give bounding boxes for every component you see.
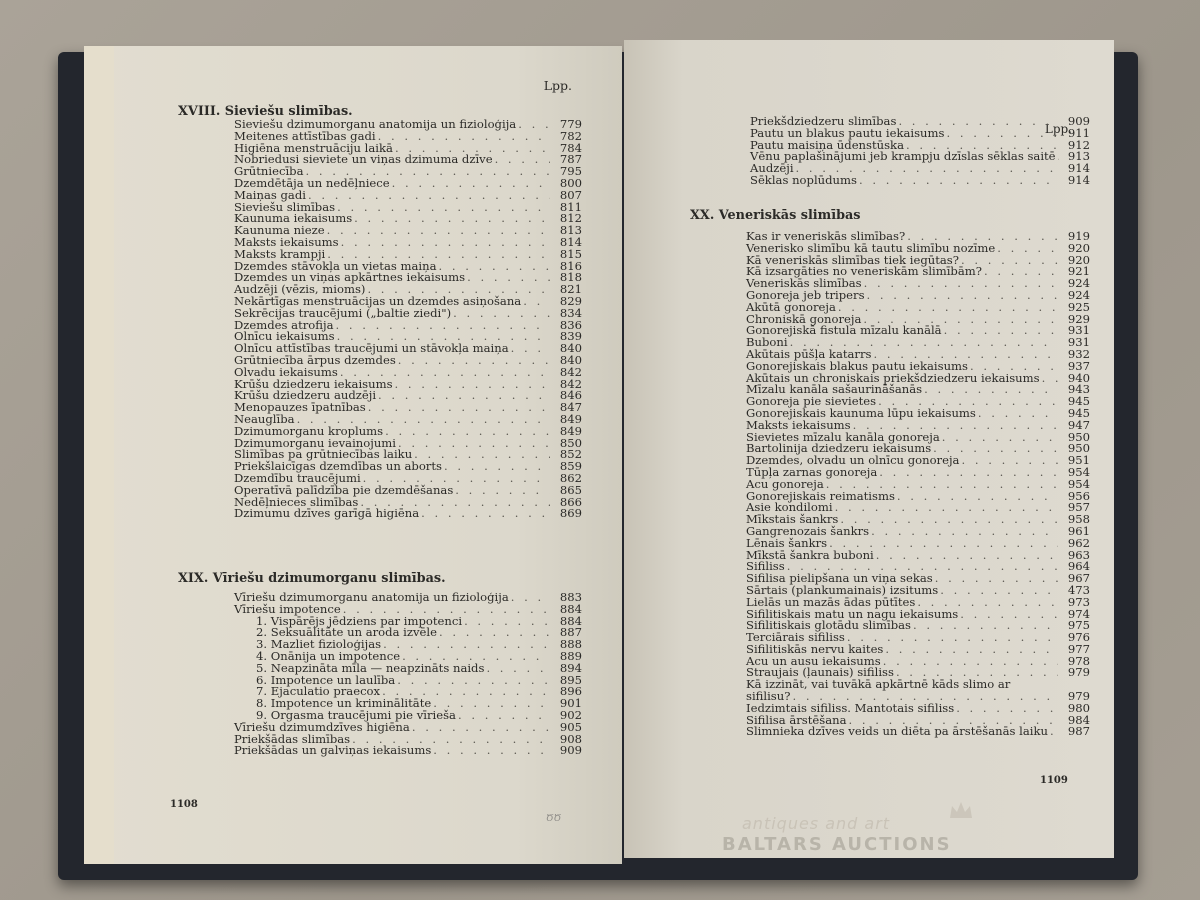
toc-entry xyxy=(746,547,1090,562)
toc-entry-page: 849 xyxy=(559,411,582,426)
toc-entry-page: 957 xyxy=(1067,500,1090,515)
toc-entry-title: Dzemdību traucējumi xyxy=(234,470,361,485)
toc-list-xx xyxy=(746,231,1090,738)
toc-entry-title: Dzemdētāja un nedēļniece xyxy=(234,175,390,190)
right-page xyxy=(624,40,1114,858)
toc-entry-title: Akūtais pūšļa katarrs xyxy=(746,346,872,361)
toc-entry-page: 800 xyxy=(559,175,582,190)
dot-leader xyxy=(984,266,1058,278)
dot-leader xyxy=(960,609,1058,621)
dot-leader xyxy=(337,202,550,214)
dot-leader xyxy=(341,237,550,249)
toc-entry-title: Sieviešu dzimumorganu anatomija un fizioloģija xyxy=(234,117,517,131)
toc-entry-title: Olvadu iekaisums xyxy=(234,364,338,379)
toc-entry-page: 943 xyxy=(1067,382,1090,397)
dot-leader xyxy=(464,616,550,628)
toc-entry-title: Dzimumu dzīves garīgā higiēna xyxy=(234,506,420,521)
toc-entry-page: 829 xyxy=(559,293,582,308)
toc-entry-page: 846 xyxy=(559,388,582,403)
toc-entry-page: 901 xyxy=(559,696,582,711)
toc-entry-page: 963 xyxy=(1067,547,1090,562)
toc-entry-title: 8. Impotence un kriminālitāte xyxy=(256,696,432,711)
dot-leader xyxy=(395,379,550,391)
toc-entry-title: Nobriedusi sieviete un viņas dzimuma dzīve xyxy=(234,152,493,167)
toc-entry-page: 954 xyxy=(1067,476,1090,491)
toc-entry-page: 978 xyxy=(1067,653,1090,668)
toc-entry-page: 973 xyxy=(1067,594,1090,609)
toc-entry-page: 908 xyxy=(559,731,582,746)
toc-entry-title: Sifilitiskās nervu kaites xyxy=(746,641,884,656)
toc-entry-title: Kā veneriskās slimības tiek iegūtas? xyxy=(746,252,959,267)
dot-leader xyxy=(486,663,550,675)
section-heading-xix: XIX. Vīriešu dzimumorganu slimības. xyxy=(178,571,446,586)
toc-entry-title: Kā izsargāties no veneriskām slimībām? xyxy=(746,264,982,279)
toc-entry-page: 940 xyxy=(1067,370,1090,385)
toc-entry-page: 914 xyxy=(1067,172,1090,187)
paper-strip xyxy=(84,46,114,864)
dot-leader xyxy=(378,131,550,143)
toc-entry-page: 929 xyxy=(1067,311,1090,326)
toc-entry-title: Maiņas gadi xyxy=(234,187,306,202)
toc-entry-title: Priekšdziedzeru slimības xyxy=(750,114,897,128)
toc-entry-page: 974 xyxy=(1067,606,1090,621)
crown-icon xyxy=(948,800,974,822)
toc-entry-page: 909 xyxy=(559,743,582,758)
toc-entry-title: Nedēļnieces slimības xyxy=(234,494,359,509)
toc-entry-title: 3. Mazliet fizioloģijas xyxy=(256,637,382,652)
toc-entry-page: 962 xyxy=(1067,535,1090,550)
toc-entry-page: 924 xyxy=(1067,276,1090,291)
toc-entry xyxy=(750,172,1090,187)
section-heading-xx: XX. Veneriskās slimības xyxy=(690,208,861,223)
toc-entry-title: Audzēji (vēzis, mioms) xyxy=(234,282,366,297)
toc-entry-page: 862 xyxy=(559,470,582,485)
dot-leader xyxy=(467,272,550,284)
toc-entry-page: 961 xyxy=(1067,523,1090,538)
toc-entry-page: 950 xyxy=(1067,441,1090,456)
toc-entry-page: 895 xyxy=(559,672,582,687)
toc-entry-title: Sievietes mīzalu kanāla gonoreja xyxy=(746,429,940,444)
dot-leader xyxy=(838,302,1058,314)
toc-entry-title: Tūpļa zarnas gonoreja xyxy=(746,464,878,479)
toc-entry-title: Nekārtīgas menstruācijas un dzemdes asiņošana xyxy=(234,293,522,308)
toc-entry-title: Pautu un blakus pautu iekaisums xyxy=(750,125,945,140)
toc-entry-title: Vēnu paplašinājumi jeb krampju dzīslas sēklas saitē xyxy=(750,149,1056,164)
left-page xyxy=(84,46,622,864)
dot-leader xyxy=(978,408,1058,420)
toc-entry-page: 813 xyxy=(559,223,582,238)
dot-leader xyxy=(495,154,550,166)
toc-entry-title: Audzēji xyxy=(750,161,794,176)
toc-entry-page: 866 xyxy=(559,494,582,509)
toc-entry-page: 852 xyxy=(559,447,582,462)
toc-entry-title: Vīriešu dzimumdzīves higiēna xyxy=(234,719,410,734)
toc-entry-page: 847 xyxy=(559,400,582,415)
toc-entry-page: 914 xyxy=(1067,161,1090,176)
toc-entry-page: 912 xyxy=(1067,137,1090,152)
toc-entry-page: 945 xyxy=(1067,405,1090,420)
toc-entry-title: Menopauzes īpatnības xyxy=(234,400,366,415)
toc-entry-page: 913 xyxy=(1067,149,1090,164)
toc-entry-title: 7. Ejaculatio praecox xyxy=(256,684,381,699)
toc-entry-title: Slimnieka dzīves veids un diēta pa ārstēšanās laiku xyxy=(746,724,1048,739)
toc-entry-title: Grūtniecība ārpus dzemdes xyxy=(234,352,396,367)
dot-leader xyxy=(392,178,550,190)
toc-entry-title: Mīkstā šankra buboni xyxy=(746,547,874,562)
toc-entry-page: 834 xyxy=(559,305,582,320)
toc-entry-page: 909 xyxy=(1067,114,1090,128)
toc-entry-title: Sieviešu slimības xyxy=(234,199,336,214)
toc-entry-title: Vīriešu impotence xyxy=(234,601,341,616)
toc-entry-page: 473 xyxy=(1067,582,1090,597)
dot-leader xyxy=(885,644,1058,656)
dot-leader xyxy=(840,514,1058,526)
dot-leader xyxy=(327,225,550,237)
toc-entry-page: 888 xyxy=(559,637,582,652)
dot-leader xyxy=(876,550,1058,562)
toc-entry-title: Bartolinija dziedzeru iekaisums xyxy=(746,441,932,456)
watermark-brand: BALTARS AUCTIONS xyxy=(722,834,952,855)
toc-entry-title: 6. Impotence un laulība xyxy=(256,672,396,687)
toc-entry xyxy=(746,726,1090,738)
dot-leader xyxy=(453,308,550,320)
toc-entry-page: 964 xyxy=(1067,559,1090,574)
toc-entry-page: 784 xyxy=(559,140,582,155)
toc-entry-title: Pautu maisiņa ūdenstūska xyxy=(750,137,904,152)
lpp-label-right: Lpp. xyxy=(1044,122,1072,136)
toc-entry-page: 839 xyxy=(559,329,582,344)
dot-leader xyxy=(1050,726,1058,738)
toc-entry-page: 884 xyxy=(559,613,582,628)
toc-entry-title: 5. Neapzināta mīla — neapzināts naids xyxy=(256,660,485,675)
dot-leader xyxy=(523,296,550,308)
toc-entry-title: Meitenes attīstības gadi xyxy=(234,128,376,143)
toc-entry-page: 816 xyxy=(559,258,582,273)
toc-entry-page: 951 xyxy=(1067,453,1090,468)
toc-entry-title: Lēnais šankrs xyxy=(746,535,828,550)
toc-entry-title: 2. Seksuālitāte un aroda izvēle xyxy=(256,625,437,640)
toc-entry-title: Maksts krampji xyxy=(234,246,326,261)
toc-entry-page: 869 xyxy=(559,506,582,521)
toc-entry-page: 787 xyxy=(559,152,582,167)
toc-entry-title: Kā izzināt, vai tuvākā apkārtnē kāds slimo ar xyxy=(746,677,1011,692)
toc-entry-title: Akūtais un chroniskais priekšdziedzeru iekaisums xyxy=(746,370,1040,385)
toc-entry-title: Sifilisa ārstēšana xyxy=(746,712,847,727)
toc-entry xyxy=(234,508,582,520)
toc-entry-page: 920 xyxy=(1067,252,1090,267)
dot-leader xyxy=(897,491,1058,503)
toc-list-xix xyxy=(234,592,582,757)
dot-leader xyxy=(867,290,1058,302)
toc-entry-title: Sifiliss xyxy=(746,559,785,574)
watermark-text: antiques and art xyxy=(742,814,891,833)
dot-leader xyxy=(879,467,1058,479)
toc-entry-title: Dzimumorganu kroplums xyxy=(234,423,384,438)
toc-entry-title: Buboni xyxy=(746,335,788,350)
toc-entry-title: Kas ir veneriskās slimības? xyxy=(746,229,906,243)
toc-entry-page: 932 xyxy=(1067,346,1090,361)
toc-entry-page: 979 xyxy=(1067,689,1090,704)
toc-entry-title: Sārtais (plankumainais) izsitums xyxy=(746,582,939,597)
toc-entry-page: 967 xyxy=(1067,571,1090,586)
toc-entry-page: 931 xyxy=(1067,323,1090,338)
toc-entry-page: 896 xyxy=(559,684,582,699)
toc-entry-page: 975 xyxy=(1067,618,1090,633)
toc-entry-page: 921 xyxy=(1067,264,1090,279)
toc-entry-page: 859 xyxy=(559,459,582,474)
toc-entry-title: Acu un ausu iekaisums xyxy=(746,653,881,668)
toc-entry-title: Olnīcu attīstības traucējumi un stāvokļa maiņa xyxy=(234,341,509,356)
toc-entry-page: 980 xyxy=(1067,700,1090,715)
toc-entry-page: 887 xyxy=(559,625,582,640)
toc-entry-title: Grūtniecība xyxy=(234,164,304,179)
dot-leader xyxy=(961,455,1058,467)
toc-entry-page: 779 xyxy=(559,117,582,131)
toc-entry-title: Sekrēcijas traucējumi („baltie ziedi") xyxy=(234,305,452,320)
dot-leader xyxy=(956,703,1058,715)
toc-entry-title: Priekšādas un galviņas iekaisums xyxy=(234,743,432,758)
dot-leader xyxy=(354,213,550,225)
toc-entry-title: Kaunuma iekaisums xyxy=(234,211,353,226)
toc-entry-title: sifilisu? xyxy=(746,689,791,704)
toc-entry-page: 840 xyxy=(559,352,582,367)
toc-entry-page: 920 xyxy=(1067,240,1090,255)
toc-entry-title: Venerisko slimību kā tautu slimību nozīme xyxy=(746,240,996,255)
toc-entry-title: Gonorejiskais blakus pautu iekaisums xyxy=(746,358,968,373)
toc-entry-title: Maksts iekaisums xyxy=(746,417,851,432)
toc-entry-page: 849 xyxy=(559,423,582,438)
toc-entry-page: 818 xyxy=(559,270,582,285)
toc-entry-title: Gonorejiskā fistula mīzalu kanālā xyxy=(746,323,942,338)
toc-entry-page: 987 xyxy=(1067,724,1090,739)
toc-entry xyxy=(746,679,1090,691)
toc-entry-title: Priekšlaicīgas dzemdības un aborts xyxy=(234,459,442,474)
dot-leader xyxy=(378,390,550,402)
dot-leader xyxy=(433,745,550,757)
toc-entry-title: Neauglība xyxy=(234,411,295,426)
dot-leader xyxy=(511,343,550,355)
dot-leader xyxy=(412,722,550,734)
toc-entry-page: 976 xyxy=(1067,630,1090,645)
toc-entry-title: Sifilitiskais glotādu slimības xyxy=(746,618,912,633)
toc-entry-title: Vīriešu dzimumorganu anatomija un fizioloģija xyxy=(234,590,509,604)
toc-entry xyxy=(234,745,582,757)
dot-leader xyxy=(997,243,1058,255)
dot-leader xyxy=(421,508,550,520)
toc-entry-page: 889 xyxy=(559,648,582,663)
dot-leader xyxy=(518,119,550,131)
toc-entry-page: 911 xyxy=(1067,125,1090,140)
toc-entry-title: Sifilisa pielipšana un viņa sekas xyxy=(746,571,933,586)
toc-entry-title: 9. Orgasma traucējumi pie vīrieša xyxy=(256,707,456,722)
toc-entry-page: 842 xyxy=(559,376,582,391)
toc-entry-title: Veneriskās slimības xyxy=(746,276,862,291)
dot-leader xyxy=(913,620,1058,632)
toc-entry-title: Dzemdes, olvadu un olnīcu gonoreja xyxy=(746,453,960,468)
dot-leader xyxy=(308,190,550,202)
toc-entry-title: Slimības pa grūtniecības laiku xyxy=(234,447,413,462)
toc-entry-page: 836 xyxy=(559,317,582,332)
toc-entry-title: Straujais (ļaunais) sifiliss xyxy=(746,665,894,680)
toc-entry-page: 782 xyxy=(559,128,582,143)
toc-entry-title: Chroniskā gonoreja xyxy=(746,311,862,326)
toc-entry-title: Mīzalu kanāla sašaurināšanās xyxy=(746,382,923,397)
toc-entry-page: 924 xyxy=(1067,287,1090,302)
toc-entry-title: Lielās un mazās ādas pūtītes xyxy=(746,594,916,609)
toc-entry-title: Terciārais sifiliss xyxy=(746,630,845,645)
toc-entry-title: 1. Vispārējs jēdziens par impotenci xyxy=(256,613,463,628)
page-number-right: 1109 xyxy=(1040,775,1068,786)
toc-entry xyxy=(750,151,1090,163)
toc-entry-page: 884 xyxy=(559,601,582,616)
toc-list-xviii xyxy=(234,119,582,520)
dot-leader xyxy=(942,432,1058,444)
dot-leader xyxy=(458,710,550,722)
toc-entry-page: 850 xyxy=(559,435,582,450)
toc-entry-page: 919 xyxy=(1067,229,1090,243)
toc-entry-title: Kaunuma nieze xyxy=(234,223,325,238)
lpp-label: Lpp. xyxy=(543,78,572,93)
dot-leader xyxy=(944,325,1058,337)
dot-leader xyxy=(398,438,550,450)
toc-entry-page: 945 xyxy=(1067,394,1090,409)
toc-entry-page: 954 xyxy=(1067,464,1090,479)
dot-leader xyxy=(336,320,550,332)
section-heading-xviii: XVIII. Sieviešu slimības. xyxy=(178,104,353,119)
toc-entry-page: 950 xyxy=(1067,429,1090,444)
toc-entry-title: Dzemdes atrofija xyxy=(234,317,334,332)
toc-entry-title: Gonoreja jeb tripers xyxy=(746,287,865,302)
toc-entry-title: Sifilitiskais matu un nagu iekaisums xyxy=(746,606,959,621)
toc-entry-title: Sēklas noplūdums xyxy=(750,172,857,187)
dot-leader xyxy=(924,384,1058,396)
toc-entry-page: 883 xyxy=(559,590,582,604)
toc-entry-page: 807 xyxy=(559,187,582,202)
dot-leader xyxy=(511,592,550,604)
toc-entry-page: 865 xyxy=(559,482,582,497)
toc-entry-page: 937 xyxy=(1067,358,1090,373)
toc-entry-page: 984 xyxy=(1067,712,1090,727)
toc-entry-title: Krūšu dziedzeru audzēji xyxy=(234,388,377,403)
dot-leader xyxy=(439,627,550,639)
toc-entry-title: Operatīvā palīdzība pie dzemdēšanas xyxy=(234,482,454,497)
toc-entry-title: Gonoreja pie sievietes xyxy=(746,394,877,409)
toc-entry-title: Gonorejiskais kaunuma lūpu iekaisums xyxy=(746,405,976,420)
toc-entry-page: 840 xyxy=(559,341,582,356)
toc-entry-page: 925 xyxy=(1067,299,1090,314)
toc-entry-page: 795 xyxy=(559,164,582,179)
toc-entry-title: Iedzimtais sifiliss. Mantotais sifiliss xyxy=(746,700,955,715)
toc-entry-page: 931 xyxy=(1067,335,1090,350)
toc-entry-title: Gangrenozais šankrs xyxy=(746,523,870,538)
toc-entry-title: Mīkstais šankrs xyxy=(746,512,839,527)
dot-leader xyxy=(1042,373,1058,385)
dot-leader xyxy=(398,355,550,367)
dot-leader xyxy=(871,526,1058,538)
toc-entry-page: 979 xyxy=(1067,665,1090,680)
toc-entry-title: Gonorejiskais reimatisms xyxy=(746,488,895,503)
dot-leader xyxy=(385,426,550,438)
toc-entry xyxy=(746,325,1090,337)
toc-entry-page: 814 xyxy=(559,234,582,249)
dot-leader xyxy=(940,585,1058,597)
dot-leader xyxy=(835,502,1058,514)
toc-entry-page: 815 xyxy=(559,246,582,261)
toc-entry-page: 902 xyxy=(559,707,582,722)
toc-entry-title: Olnīcu iekaisums xyxy=(234,329,335,344)
toc-entry-title: Maksts iekaisums xyxy=(234,234,339,249)
dot-leader xyxy=(864,278,1058,290)
toc-entry-page: 811 xyxy=(559,199,582,214)
page-number-left: 1108 xyxy=(170,799,198,810)
toc-entry-title: Priekšādas slimības xyxy=(234,731,351,746)
dot-leader xyxy=(444,461,550,473)
toc-entry-page: 977 xyxy=(1067,641,1090,656)
dot-leader xyxy=(368,402,550,414)
toc-entry-page: 894 xyxy=(559,660,582,675)
dot-leader xyxy=(935,573,1058,585)
dot-leader xyxy=(946,128,1058,140)
dot-leader xyxy=(383,639,550,651)
dot-leader xyxy=(859,175,1058,187)
toc-entry-title: Dzemdes un viņas apkārtnes iekaisums xyxy=(234,270,466,285)
toc-entry-title: Acu gonoreja xyxy=(746,476,824,491)
toc-entry-title: Krūšu dziedzeru iekaisums xyxy=(234,376,393,391)
dot-leader xyxy=(883,656,1058,668)
toc-entry-title: Dzemdes stāvokļa un vietas maiņa xyxy=(234,258,437,273)
toc-entry-page: 947 xyxy=(1067,417,1090,432)
toc-entry-page: 812 xyxy=(559,211,582,226)
toc-entry-page: 956 xyxy=(1067,488,1090,503)
toc-entry-title: Asie kondilomi xyxy=(746,500,833,515)
toc-list-top xyxy=(750,116,1090,187)
toc-entry-title: Dzimumorganu ievainojumi xyxy=(234,435,396,450)
toc-entry-page: 821 xyxy=(559,282,582,297)
pencil-mark: ԾԾ xyxy=(546,814,562,824)
toc-entry-title: 4. Onānija un impotence xyxy=(256,648,401,663)
dot-leader xyxy=(455,485,550,497)
toc-entry-page: 842 xyxy=(559,364,582,379)
dot-leader xyxy=(397,675,550,687)
toc-entry-title: Higiēna menstruāciju laikā xyxy=(234,140,393,155)
toc-entry-title: Akūtā gonoreja xyxy=(746,299,836,314)
toc-entry-page: 958 xyxy=(1067,512,1090,527)
toc-entry-page: 905 xyxy=(559,719,582,734)
